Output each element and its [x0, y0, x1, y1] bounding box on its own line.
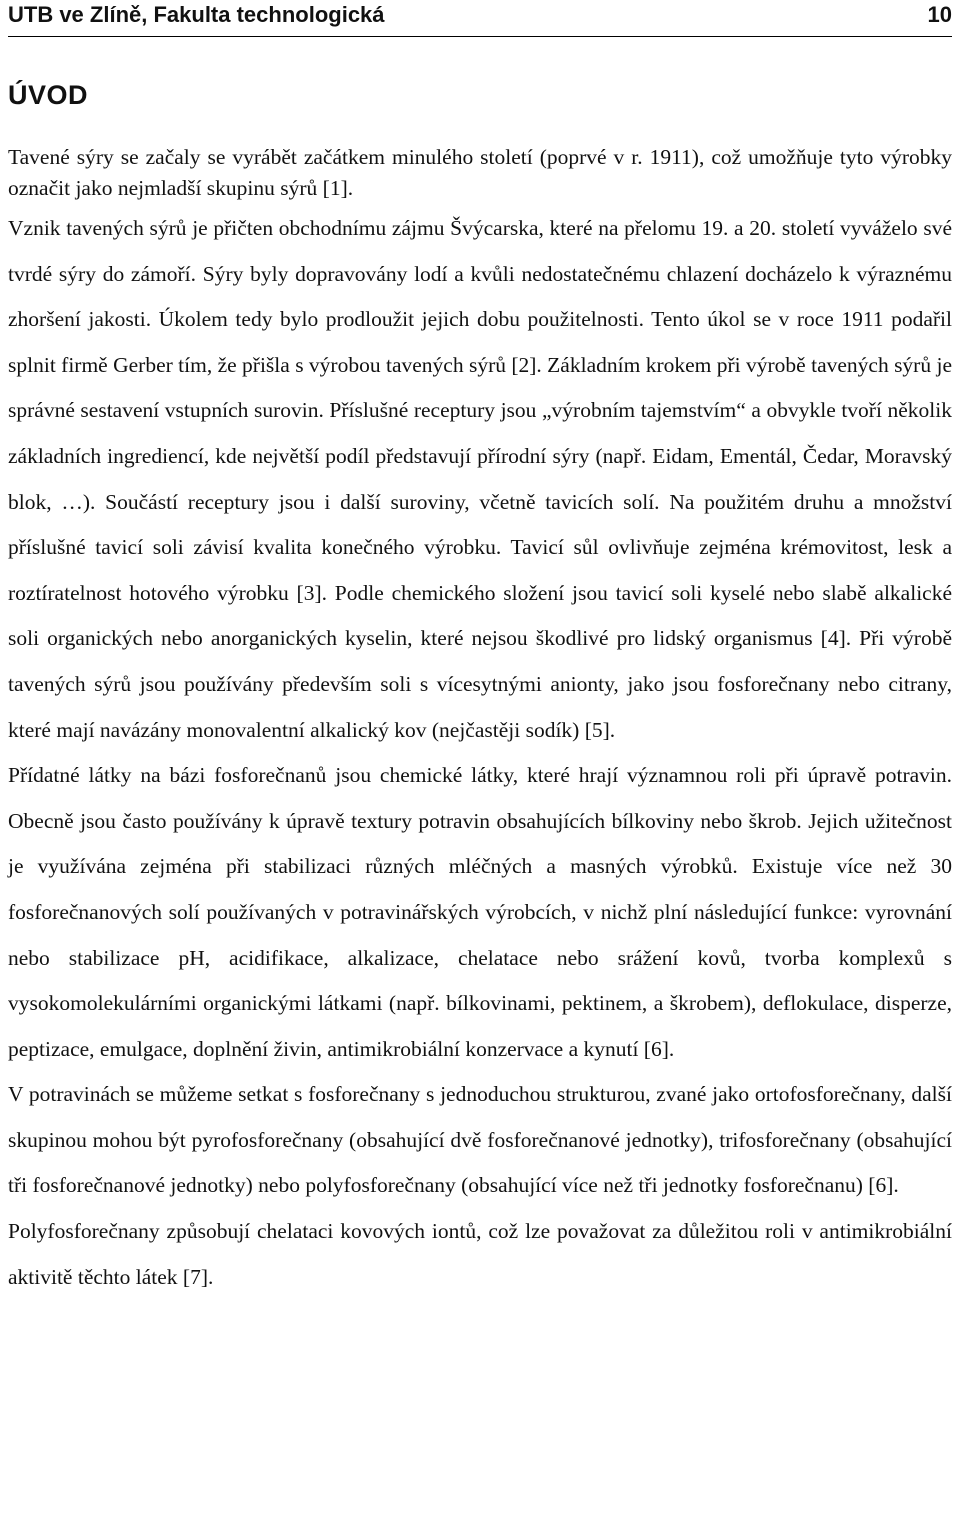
- paragraph-3: Přídatné látky na bázi fosforečnanů jsou chemické látky, které hrají významnou roli při úpravě potravin. Obecně jsou často používány k úpravě textury potravin obsahujících bílkoviny nebo škrob. Jejich užitečnost je využívána zejména při stabilizaci různých mléčných a masných výrobků. Existuje více než 30 fosforečnanových solí používaných v potravinářských výrobcích, v nichž plní následující funkce: vyrovnání nebo stabilizace pH, acidifikace, alkalizace, chelatace nebo srážení kovů, tvorba komplexů s vysokomolekulárními organickými látkami (např. bílkovinami, pektinem, a škrobem), deflokulace, disperze, peptizace, emulgace, doplnění živin, antimikrobiální konzervace a kynutí [6].: [8, 763, 952, 1061]
- paragraph-5: Polyfosforečnany způsobují chelataci kovových iontů, což lze považovat za důležitou roli v antimikrobiální aktivitě těchto látek [7].: [8, 1219, 952, 1289]
- section-title: ÚVOD: [8, 80, 89, 110]
- header-institution: UTB ve Zlíně, Fakulta technologická: [8, 2, 385, 27]
- body-text: [8, 142, 952, 1300]
- paragraph-1: Tavené sýry se začaly se vyrábět začátkem minulého století (poprvé v r. 1911), což umožňuje tyto výrobky označit jako nejmladší skupinu sýrů [1].: [8, 145, 952, 200]
- paragraph-4: V potravinách se můžeme setkat s fosforečnany s jednoduchou strukturou, zvané jako ortofosforečnany, další skupinou mohou být pyrofosforečnany (obsahující dvě fosforečnanové jednotky), trifosforečnany (obsahující tři fosforečnanové jednotky) nebo polyfosforečnany (obsahující více než tři jednotky fosforečnanu) [6].: [8, 1082, 952, 1198]
- header-page-number: 10: [927, 2, 952, 27]
- page-header: [8, 0, 952, 37]
- paragraph-2: Vznik tavených sýrů je přičten obchodnímu zájmu Švýcarska, které na přelomu 19. a 20. století vyváželo své tvrdé sýry do zámoří. Sýry byly dopravovány lodí a kvůli nedostatečnému chlazení docházelo k výraznému zhoršení jakosti. Úkolem tedy bylo prodloužit jejich dobu použitelnosti. Tento úkol se v roce 1911 podařil splnit firmě Gerber tím, že přišla s výrobou tavených sýrů [2]. Základním krokem při výrobě tavených sýrů je správné sestavení vstupních surovin. Příslušné receptury jsou „výrobním tajemstvím“ a obvykle tvoří několik základních ingrediencí, kde největší podíl představují přírodní sýry (např. Eidam, Ementál, Čedar, Moravský blok, …). Součástí receptury jsou i další suroviny, včetně tavicích solí. Na použitém druhu a množství příslušné tavicí soli závisí kvalita konečného výrobku. Tavicí sůl ovlivňuje zejména krémovitost, lesk a roztíratelnost hotového výrobku [3]. Podle chemického složení jsou tavicí soli kyselé nebo slabě alkalické soli organických nebo anorganických kyselin, které nejsou škodlivé pro lidský organismus [4]. Při výrobě tavených sýrů jsou používány především soli s vícesytnými anionty, jako jsou fosforečnany nebo citrany, které mají navázány monovalentní alkalický kov (nejčastěji sodík) [5].: [8, 216, 952, 742]
